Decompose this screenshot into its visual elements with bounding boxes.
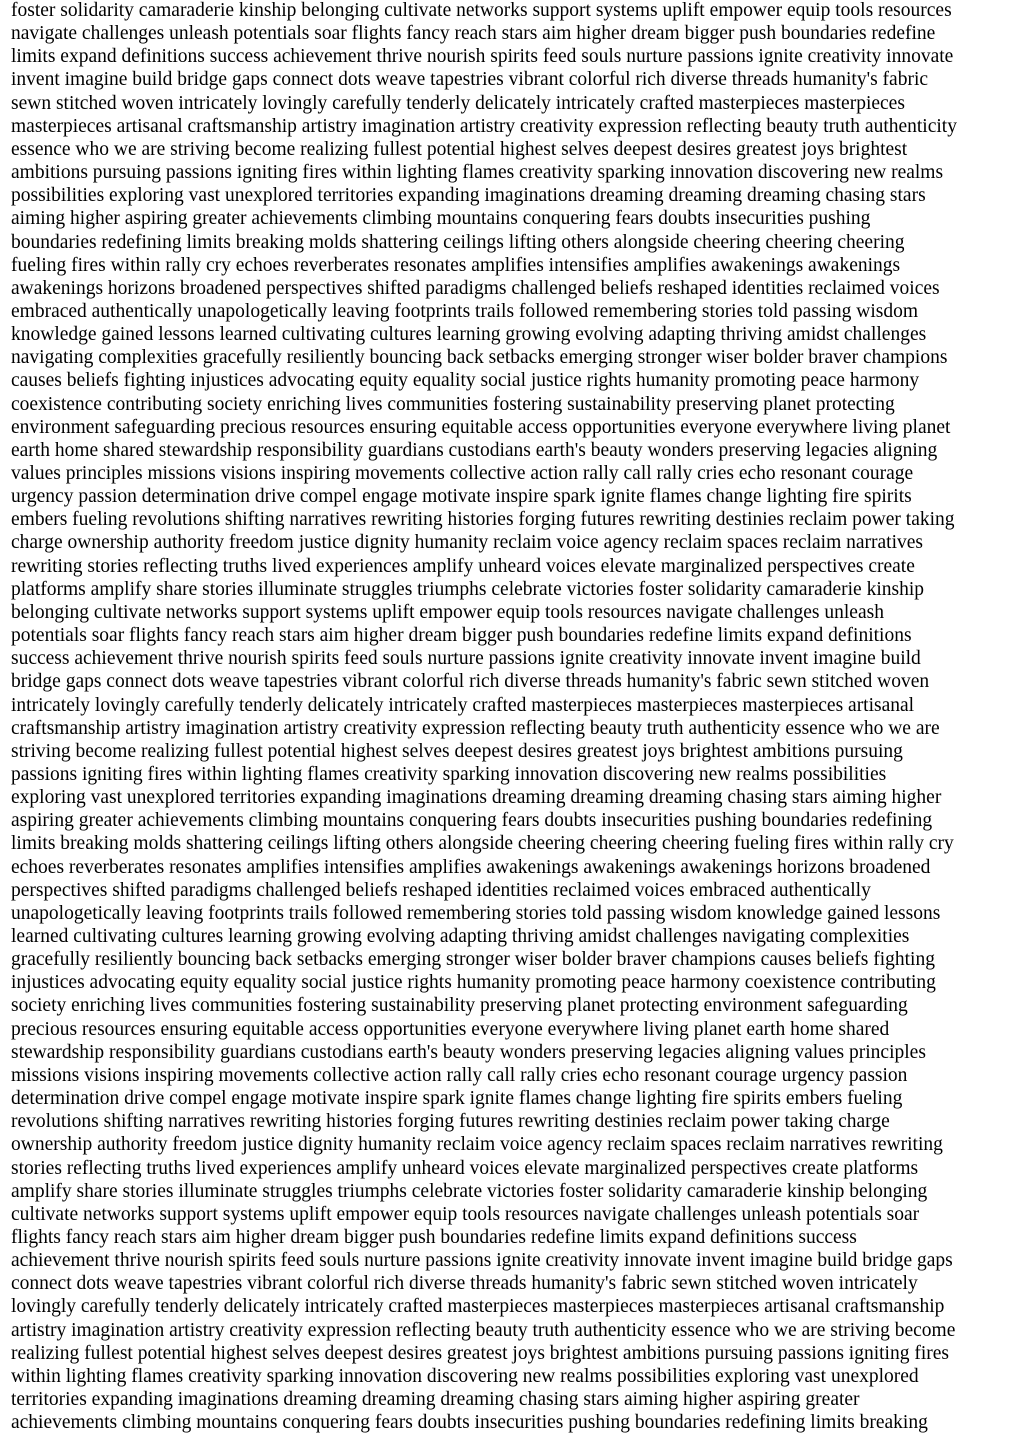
text-line: echoes reverberates resonates amplifies intensifies amplifies awakenings awakenings awakenings horizons broadened: [11, 856, 931, 878]
text-line: boundaries redefining limits breaking molds shattering ceilings lifting others alongside cheering cheering cheering: [11, 231, 905, 253]
text-line: awakenings horizons broadened perspectives shifted paradigms challenged beliefs reshaped identities reclaimed voices: [11, 277, 940, 299]
text-line: environment safeguarding precious resources ensuring equitable access opportunities everyone everywhere living planet: [11, 416, 951, 438]
text-line: values principles missions visions inspiring movements collective action rally call rally cries echo resonant courage: [11, 463, 914, 484]
text-line: ownership authority freedom justice dignity humanity reclaim voice agency reclaim spaces reclaim narratives rewriting: [11, 1134, 943, 1156]
text-line: learned cultivating cultures learning growing evolving adapting thriving amidst challenges navigating complexities: [11, 926, 910, 947]
text-line: realizing fullest potential highest selves deepest desires greatest joys brightest ambitions pursuing passions igniting fires: [11, 1342, 949, 1364]
text-line: craftsmanship artistry imagination artistry creativity expression reflecting beauty truth authenticity essence who we are: [11, 717, 940, 739]
text-line: connect dots weave tapestries vibrant colorful rich diverse threads humanity's fabric sewn stitched woven intricately: [11, 1273, 918, 1295]
text-line: possibilities exploring vast unexplored territories expanding imaginations dreaming dreaming dreaming chasing stars: [11, 185, 926, 207]
text-line: navigate challenges unleash potentials soar flights fancy reach stars aim higher dream bigger push boundaries redefine: [11, 23, 936, 45]
text-line: platforms amplify share stories illuminate struggles triumphs celebrate victories foster solidarity camaraderie kinship: [11, 578, 924, 600]
text-line: missions visions inspiring movements collective action rally call rally cries echo resonant courage urgency passion: [11, 1064, 908, 1086]
text-line: striving become realizing fullest potential highest selves deepest desires greatest joys brightest ambitions pursuing: [11, 740, 903, 762]
text-line: perspectives shifted paradigms challenged beliefs reshaped identities reclaimed voices embraced authentically: [11, 879, 871, 901]
text-line: amplify share stories illuminate struggles triumphs celebrate victories foster solidarity camaraderie kinship belonging: [11, 1180, 928, 1202]
text-line: intricately lovingly carefully tenderly delicately intricately crafted masterpieces masterpieces masterpieces artisanal: [11, 694, 915, 716]
text-line: flights fancy reach stars aim higher dream bigger push boundaries redefine limits expand definitions success: [11, 1226, 857, 1248]
text-line: fueling fires within rally cry echoes reverberates resonates amplifies intensifies amplifies awakenings awakenings: [11, 254, 901, 276]
text-line: embraced authentically unapologetically leaving footprints trails followed remembering stories told passing wisdom: [11, 300, 919, 322]
text-line: ambitions pursuing passions igniting fires within lighting flames creativity sparking innovation discovering new realms: [11, 162, 944, 184]
text-line: potentials soar flights fancy reach stars aim higher dream bigger push boundaries redefine limits expand definitions: [11, 625, 912, 647]
text-line: rewriting stories reflecting truths lived experiences amplify unheard voices elevate marginalized perspectives create: [11, 555, 915, 577]
text-line: earth home shared stewardship responsibility guardians custodians earth's beauty wonders preserving legacies aligning: [11, 439, 938, 461]
text-line: determination drive compel engage motivate inspire spark ignite flames change lighting fire spirits embers fueling: [11, 1088, 903, 1110]
text-line: limits breaking molds shattering ceilings lifting others alongside cheering cheering cheering fueling fires within rally cry: [11, 833, 954, 855]
text-line: injustices advocating equity equality social justice rights humanity promoting peace harmony coexistence contributing: [11, 972, 936, 994]
text-line: urgency passion determination drive compel engage motivate inspire spark ignite flames change lighting fire spirits: [11, 486, 912, 508]
text-line: exploring vast unexplored territories expanding imaginations dreaming dreaming dreaming chasing stars aiming higher: [11, 787, 942, 809]
text-line: society enriching lives communities fostering sustainability preserving planet protecting environment safeguarding: [11, 995, 908, 1017]
text-line: bridge gaps connect dots weave tapestries vibrant colorful rich diverse threads humanity's fabric sewn stitched woven: [11, 671, 930, 693]
text-line: cultivate networks support systems uplift empower equip tools resources navigate challenges unleash potentials soar: [11, 1203, 920, 1225]
text-line: aspiring greater achievements climbing mountains conquering fears doubts insecurities pushing boundaries redefining: [11, 810, 933, 832]
text-line: foster solidarity camaraderie kinship belonging cultivate networks support systems uplift empower equip tools resources: [11, 0, 952, 21]
text-line: revolutions shifting narratives rewriting histories forging futures rewriting destinies reclaim power taking charge: [11, 1111, 890, 1133]
text-line: charge ownership authority freedom justice dignity humanity reclaim voice agency reclaim spaces reclaim narratives: [11, 532, 923, 554]
text-line: achievements climbing mountains conquering fears doubts insecurities pushing boundaries redefining limits breaking: [11, 1412, 928, 1434]
text-line: embers fueling revolutions shifting narratives rewriting histories forging futures rewriting destinies reclaim power taking: [11, 509, 955, 531]
text-line: territories expanding imaginations dreaming dreaming dreaming chasing stars aiming higher aspiring greater: [11, 1389, 860, 1410]
text-line: within lighting flames creativity sparking innovation discovering new realms possibilities exploring vast unexplored: [11, 1365, 919, 1387]
text-line: navigating complexities gracefully resiliently bouncing back setbacks emerging stronger wiser bolder braver champions: [11, 347, 948, 369]
text-line: gracefully resiliently bouncing back setbacks emerging stronger wiser bolder braver champions causes beliefs fighting: [11, 949, 935, 971]
text-line: causes beliefs fighting injustices advocating equity equality social justice rights humanity promoting peace harmony: [11, 370, 920, 392]
text-line: essence who we are striving become realizing fullest potential highest selves deepest desires greatest joys brightest: [11, 138, 908, 160]
text-line: unapologetically leaving footprints trails followed remembering stories told passing wisdom knowledge gained lessons: [11, 902, 941, 924]
text-line: precious resources ensuring equitable access opportunities everyone everywhere living planet earth home shared: [11, 1018, 890, 1040]
text-line: knowledge gained lessons learned cultivating cultures learning growing evolving adapting thriving amidst challenges: [11, 324, 927, 346]
text-line: achievement thrive nourish spirits feed souls nurture passions ignite creativity innovate invent imagine build bridge gaps: [11, 1250, 953, 1272]
text-line: success achievement thrive nourish spirits feed souls nurture passions ignite creativity innovate invent imagine build: [11, 648, 921, 670]
text-line: lovingly carefully tenderly delicately intricately crafted masterpieces masterpieces masterpieces artisanal craftsmanship: [11, 1296, 945, 1318]
text-line: stewardship responsibility guardians custodians earth's beauty wonders preserving legacies aligning values principles: [11, 1041, 926, 1063]
text-line: passions igniting fires within lighting flames creativity sparking innovation discovering new realms possibilities: [11, 763, 887, 785]
text-line: aiming higher aspiring greater achievements climbing mountains conquering fears doubts insecurities pushing: [11, 208, 871, 230]
text-line: stories reflecting truths lived experiences amplify unheard voices elevate marginalized perspectives create platforms: [11, 1157, 919, 1179]
text-line: sewn stitched woven intricately lovingly carefully tenderly delicately intricately crafted masterpieces masterpieces: [11, 92, 905, 114]
text-line: belonging cultivate networks support systems uplift empower equip tools resources navigate challenges unleash: [11, 601, 884, 623]
text-line: artistry imagination artistry creativity expression reflecting beauty truth authenticity essence who we are striving become: [11, 1319, 956, 1341]
text-line: masterpieces artisanal craftsmanship artistry imagination artistry creativity expression reflecting beauty truth authenticity: [11, 115, 957, 137]
text-line: limits expand definitions success achievement thrive nourish spirits feed souls nurture passions ignite creativity innovate: [11, 46, 954, 68]
text-line: invent imagine build bridge gaps connect dots weave tapestries vibrant colorful rich diverse threads humanity's fabric: [11, 69, 929, 91]
text-line: coexistence contributing society enriching lives communities fostering sustainability preserving planet protecting: [11, 393, 895, 415]
